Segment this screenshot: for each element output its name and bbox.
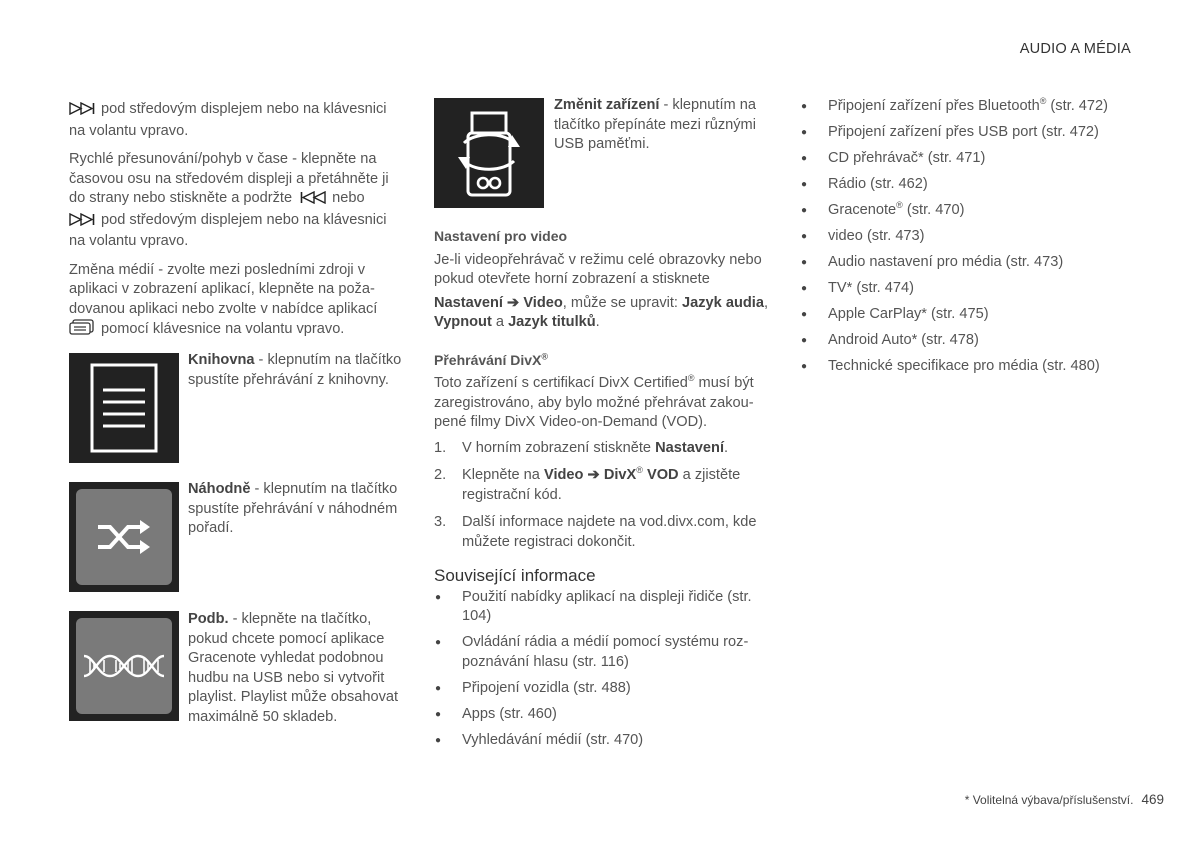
step-number: 1. (434, 439, 447, 456)
dna-icon (82, 648, 166, 684)
registered-mark: ® (896, 200, 903, 211)
option-subtitle-language: Jazyk titulků (508, 314, 596, 330)
column-right (800, 97, 1140, 383)
similar-button[interactable] (69, 611, 179, 721)
related-link[interactable]: ● Technické specifikace pro média (str. 480) (800, 357, 1140, 377)
footnote: * Volitelná výbava/příslušenství. (964, 793, 1134, 807)
change-media-text: Změna médií - zvolte mezi posledními zdroji v aplikaci v zobrazení aplikací, klepněte na požadovanou aplikaci nebo zvolte v nabídce aplikací (69, 261, 378, 317)
registered-mark: ® (1039, 96, 1047, 107)
similar-description (188, 610, 403, 727)
related-link[interactable]: ● Rádio (str. 462) (800, 175, 1140, 195)
video-settings-path (434, 294, 769, 333)
link-page: (str. 472) (1046, 98, 1109, 114)
link-page: (str. 470) (902, 202, 965, 218)
link-text: Gracenote (828, 202, 897, 218)
divx-steps (434, 439, 769, 553)
related-link[interactable]: ● Připojení zařízení přes USB port (str. 472) (800, 123, 1140, 143)
similar-desc-text: - klepněte na tlačítko, pokud chcete pomocí aplikace Gracenote vyhledat podobnou hudbu na USB nebo si vytvořit playlist. Playlist může obsahovat maximálně 50 skladeb. (188, 611, 399, 725)
related-link[interactable]: ● Apple CarPlay* (str. 475) (800, 305, 1140, 325)
related-link[interactable]: ● Použití nabídky aplikací na displeji řidiče (str. 104) (434, 588, 769, 627)
divx-step-3 (434, 513, 769, 552)
shuffle-label: Náhodně (188, 481, 251, 497)
step-bold: Video (543, 467, 584, 483)
change-device-label: Změnit zařízení (554, 97, 660, 113)
registered-mark: ® (636, 465, 643, 476)
change-device-description (554, 96, 764, 155)
video-settings-heading: Nastavení pro video (434, 228, 568, 244)
similar-icon-bg (76, 618, 172, 714)
related-link[interactable]: ● Android Auto* (str. 478) (800, 331, 1140, 351)
library-label: Knihovna (188, 352, 255, 368)
related-link[interactable]: ● Audio nastavení pro média (str. 473) (800, 253, 1140, 273)
change-media-text-2: pomocí klávesnice na volantu vpravo. (101, 321, 345, 337)
option-off: Vypnout (434, 314, 492, 330)
skip-forward-icon (69, 102, 95, 122)
step-text: Klepněte na (462, 467, 544, 483)
column-left (69, 100, 404, 351)
library-icon (89, 362, 159, 454)
library-desc-text: - klepnutím na tlačítko spustíte přehrávání z knihovny. (188, 352, 402, 388)
divx-text-2: musí být zaregistrováno, aby bylo možné přehrávat zakoupené filmy DivX Video-on-Demand (VOD). (434, 375, 754, 430)
shuffle-desc-text: - klepnutím na tlačítko spustíte přehrávání v náhodném pořadí. (188, 481, 398, 536)
arrow-right-icon: ➔ (507, 294, 520, 311)
paragraph-seek (69, 150, 404, 252)
related-info-list (434, 588, 769, 751)
related-link[interactable]: ● Vyhledávání médií (str. 470) (434, 731, 769, 751)
divx-heading-text: Přehrávání DivX (434, 351, 542, 368)
divx-text-1: Toto zařízení s certifikací DivX Certified (434, 375, 688, 391)
page-footer (965, 790, 1164, 811)
divx-heading (434, 351, 769, 371)
shuffle-icon (94, 517, 154, 557)
paragraph-next-track (69, 100, 404, 141)
video-settings-text (434, 251, 769, 290)
divx-step-1 (434, 439, 769, 459)
step-text: Další informace najdete na vod.divx.com, kde můžete registraci dokončit. (462, 514, 757, 550)
video-settings-intro: Je-li videopřehrávač v režimu celé obrazovky nebo pokud otevřete horní zobrazení a stisknete (434, 251, 762, 287)
shuffle-icon-bg (76, 489, 172, 585)
section-title: AUDIO A MÉDIA (1019, 41, 1131, 57)
change-device-button[interactable] (434, 98, 544, 208)
step-bold-3: VOD (646, 467, 679, 483)
paragraph-next-track-text: pod středovým displejem nebo na klávesnici na volantu vpravo. (69, 101, 387, 139)
library-button[interactable] (69, 353, 179, 463)
related-info-list-continued (800, 97, 1140, 377)
app-menu-icon (69, 319, 95, 342)
related-link[interactable]: ● Apps (str. 460) (434, 705, 769, 725)
step-end: . (724, 439, 729, 456)
change-device-desc-text: - klepnutím na tlačítko přepínáte mezi různými USB paměťmi. (554, 97, 756, 152)
related-link[interactable] (800, 201, 1140, 221)
seek-text-1: Rychlé přesunování/pohyb v čase - klepněte na časovou osu na středovém displeji a přetáhněte ji (69, 151, 389, 187)
divx-step-2 (434, 466, 769, 505)
seek-text-4: pod středovým displejem nebo na klávesnici na volantu vpravo. (69, 211, 387, 249)
shuffle-description (188, 480, 403, 539)
library-description (188, 351, 403, 390)
related-link[interactable]: ● Připojení vozidla (str. 488) (434, 679, 769, 699)
related-link[interactable]: ● TV* (str. 474) (800, 279, 1140, 299)
step-number: 3. (434, 514, 447, 530)
skip-back-icon (300, 191, 326, 211)
related-link[interactable] (800, 97, 1140, 117)
paragraph-change-media (69, 261, 404, 342)
period: . (595, 314, 600, 330)
path-mid-text: , může se upravit: (562, 294, 683, 311)
related-link[interactable]: ● CD přehrávač* (str. 471) (800, 149, 1140, 169)
similar-label: Podb. (188, 611, 229, 627)
path-settings: Nastavení (434, 294, 503, 311)
related-info-heading: Související informace (434, 566, 596, 585)
related-link[interactable]: ● Ovládání rádia a médií pomocí systému rozpoznávání hlasu (str. 116) (434, 633, 769, 672)
skip-forward-icon (69, 213, 95, 233)
step-end: a zjistěte registrační kód. (462, 467, 741, 503)
registered-mark: ® (541, 350, 549, 361)
related-link[interactable]: ● video (str. 473) (800, 227, 1140, 247)
divx-text (434, 374, 769, 433)
step-number: 2. (434, 467, 447, 483)
page-number: 469 (1141, 792, 1164, 807)
shuffle-button[interactable] (69, 482, 179, 592)
step-bold-2: DivX (603, 467, 637, 483)
path-video: Video (523, 294, 563, 311)
option-audio-language: Jazyk audia (682, 294, 764, 311)
link-text: Připojení zařízení přes Bluetooth (828, 98, 1040, 114)
usb-switch-icon (454, 105, 524, 201)
step-text: V horním zobrazení stiskněte (462, 439, 656, 456)
separator-2: a (491, 314, 509, 330)
step-bold: Nastavení (655, 439, 725, 456)
registered-mark: ® (687, 373, 695, 384)
arrow-right-icon: ➔ (587, 467, 600, 483)
separator-1: , (763, 294, 769, 311)
seek-text-2: do strany nebo stiskněte a podržte (69, 190, 293, 206)
seek-text-3: nebo (332, 190, 365, 206)
video-settings-section (434, 227, 769, 757)
